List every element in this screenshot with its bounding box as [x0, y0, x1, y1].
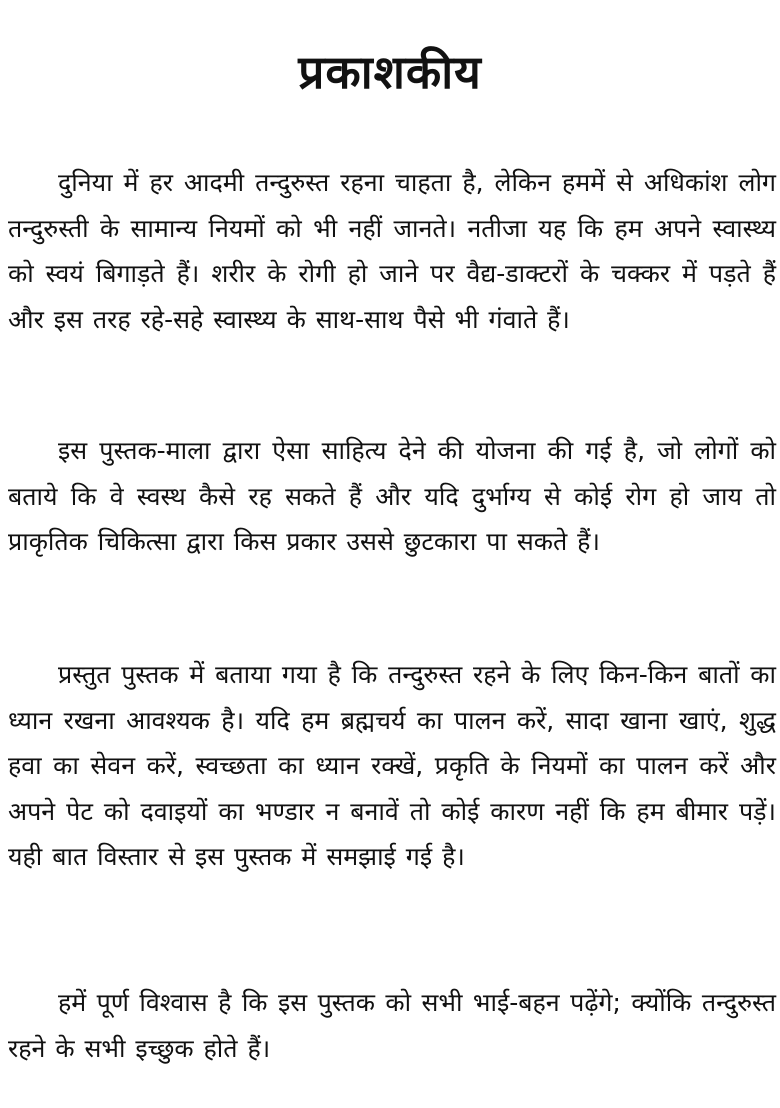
page-title: प्रकाशकीय [298, 45, 482, 99]
paragraph-1: दुनिया में हर आदमी तन्दुरुस्त रहना चाहता है, लेकिन हममें से अधिकांश लोग तन्दुरुस्ती के सामान्य नियमों को भी नहीं जानते। नतीजा यह कि हम अपने स्वास्थ्य को स्वयं बिगाड़ते हैं। शरीर के रोगी हो जाने पर वैद्य-डाक्टरों के चक्कर में पड़ते हैं और इस तरह रहे-सहे स्वास्थ्य के साथ-साथ पैसे भी गंवाते हैं। [8, 168, 776, 334]
paragraph-2: इस पुस्तक-माला द्वारा ऐसा साहित्य देने की योजना की गई है, जो लोगों को बताये कि वे स्वस्थ कैसे रह सकते हैं और यदि दुर्भाग्य से कोई रोग हो जाय तो प्राकृतिक चिकित्सा द्वारा किस प्रकार उससे छुटकारा पा सकते हैं। [8, 436, 776, 556]
paragraph-4: हमें पूर्ण विश्वास है कि इस पुस्तक को सभी भाई-बहन पढ़ेंगे; क्योंकि तन्दुरुस्त रहने के सभी इच्छुक होते हैं। [8, 988, 776, 1063]
paragraph-3: प्रस्तुत पुस्तक में बताया गया है कि तन्दुरुस्त रहने के लिए किन-किन बातों का ध्यान रखना आवश्यक है। यदि हम ब्रह्मचर्य का पालन करें, सादा खाना खाएं, शुद्ध हवा का सेवन करें, स्वच्छता का ध्यान रक्खें, प्रकृति के नियमों का पालन करें और अपने पेट को दवाइयों का भण्डार न बनावें तो कोई कारण नहीं कि हम बीमार पड़ें। यही बात विस्तार से इस पुस्तक में समझाई गई है। [8, 660, 776, 871]
